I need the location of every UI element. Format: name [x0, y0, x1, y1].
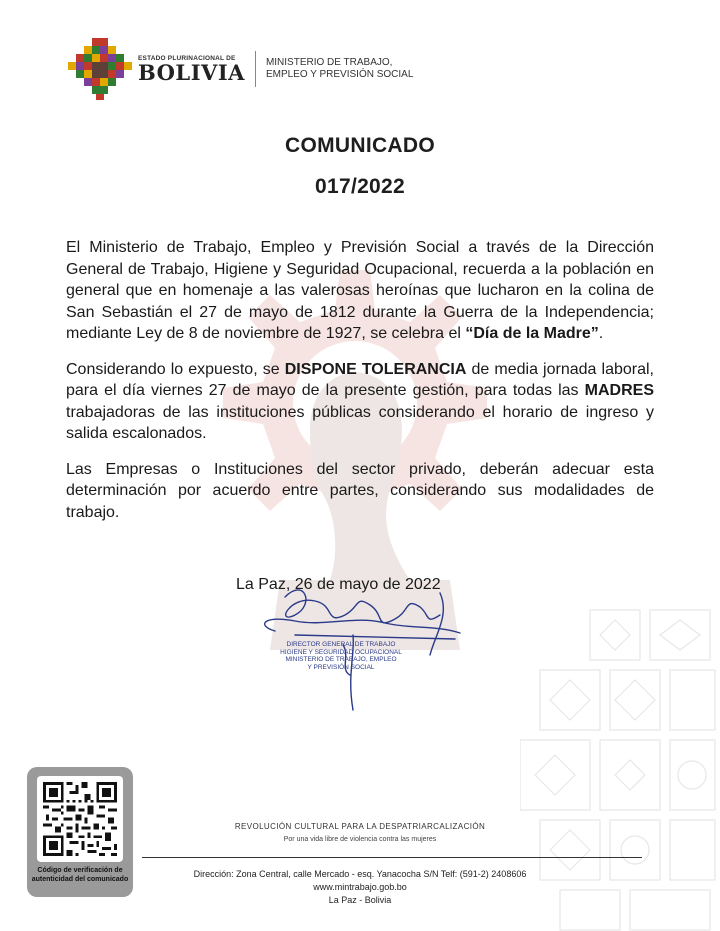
paragraph-2 — [66, 359, 654, 445]
footer-website-link[interactable]: www.mintrabajo.gob.bo — [313, 882, 407, 892]
document-body — [66, 237, 654, 537]
paragraph-2-start: Considerando lo expuesto, se — [66, 360, 285, 378]
footer-address-block — [130, 868, 590, 907]
stamp-line-4: Y PREVISIÓN SOCIAL — [307, 663, 375, 671]
bolivia-emblem-icon — [68, 38, 132, 100]
stamp-line-3: MINISTERIO DE TRABAJO, EMPLEO — [285, 656, 397, 663]
paragraph-2-emphasis-1: DISPONE TOLERANCIA — [284, 360, 467, 378]
footer-slogan: REVOLUCIÓN CULTURAL PARA LA DESPATRIARCALIZACIÓN — [234, 822, 486, 831]
official-stamp — [276, 641, 406, 671]
qr-code-icon[interactable] — [43, 782, 117, 856]
document-title: COMUNICADO — [285, 134, 435, 157]
paragraph-2-end: trabajadoras de las instituciones públicas considerando el horario de ingreso y salida escalonados. — [66, 403, 654, 442]
verification-card — [27, 767, 133, 897]
footer-divider — [142, 857, 642, 858]
qr-caption — [31, 866, 129, 884]
logo-country: BOLIVIA — [138, 59, 245, 85]
header-divider — [255, 51, 256, 87]
logo-small-text: ESTADO PLURINACIONAL DE — [138, 54, 236, 62]
logo-text — [138, 55, 245, 84]
paragraph-3: Las Empresas o Instituciones del sector privado, deberán adecuar esta determinación por acuerdo entre partes, considerando sus modalidades de trabajo. — [66, 460, 654, 521]
document-number: 017/2022 — [315, 175, 405, 198]
qr-caption-line-1: Código de verificación de — [37, 867, 123, 874]
paragraph-1 — [66, 237, 654, 345]
stamp-line-1: DIRECTOR GENERAL DE TRABAJO — [286, 641, 396, 648]
paragraph-1-end: . — [598, 325, 604, 342]
paragraph-2-emphasis-2: MADRES — [584, 382, 654, 399]
paragraph-2-middle: de media jornada laboral, para el día viernes 27 de mayo de la presente gestión, para todas las — [66, 360, 654, 399]
footer-city: La Paz - Bolivia — [328, 895, 392, 905]
qr-caption-line-2: autenticidad del comunicado — [31, 876, 129, 883]
qr-code-frame — [37, 776, 123, 862]
ministry-name — [266, 57, 413, 81]
ministry-line-1: MINISTERIO DE TRABAJO, — [265, 57, 393, 68]
header — [68, 38, 413, 100]
paragraph-1-emphasis: “Día de la Madre” — [465, 325, 599, 342]
ministry-line-2: EMPLEO Y PREVISIÓN SOCIAL — [265, 69, 414, 80]
footer-sub-slogan: Por una vida libre de violencia contra las mujeres — [283, 836, 437, 843]
stamp-line-2: HIGIENE Y SEGURIDAD OCUPACIONAL — [280, 648, 402, 656]
paragraph-1-text: El Ministerio de Trabajo, Empleo y Previsión Social a través de la Dirección General de Trabajo, Higiene y Seguridad Ocupacional, recuerda a la población en general que en homenaje a las valerosas heroínas que lucharon en la colina de San Sebastián el 27 de mayo de 1812 durante la Guerra de la Independencia; mediante Ley de 8 de noviembre de 1927, se celebra el — [66, 239, 654, 342]
document-date: La Paz, 26 de mayo de 2022 — [236, 576, 441, 593]
footer-address: Dirección: Zona Central, calle Mercado - esq. Yanacocha S/N Telf: (591-2) 2408606 — [193, 869, 527, 879]
